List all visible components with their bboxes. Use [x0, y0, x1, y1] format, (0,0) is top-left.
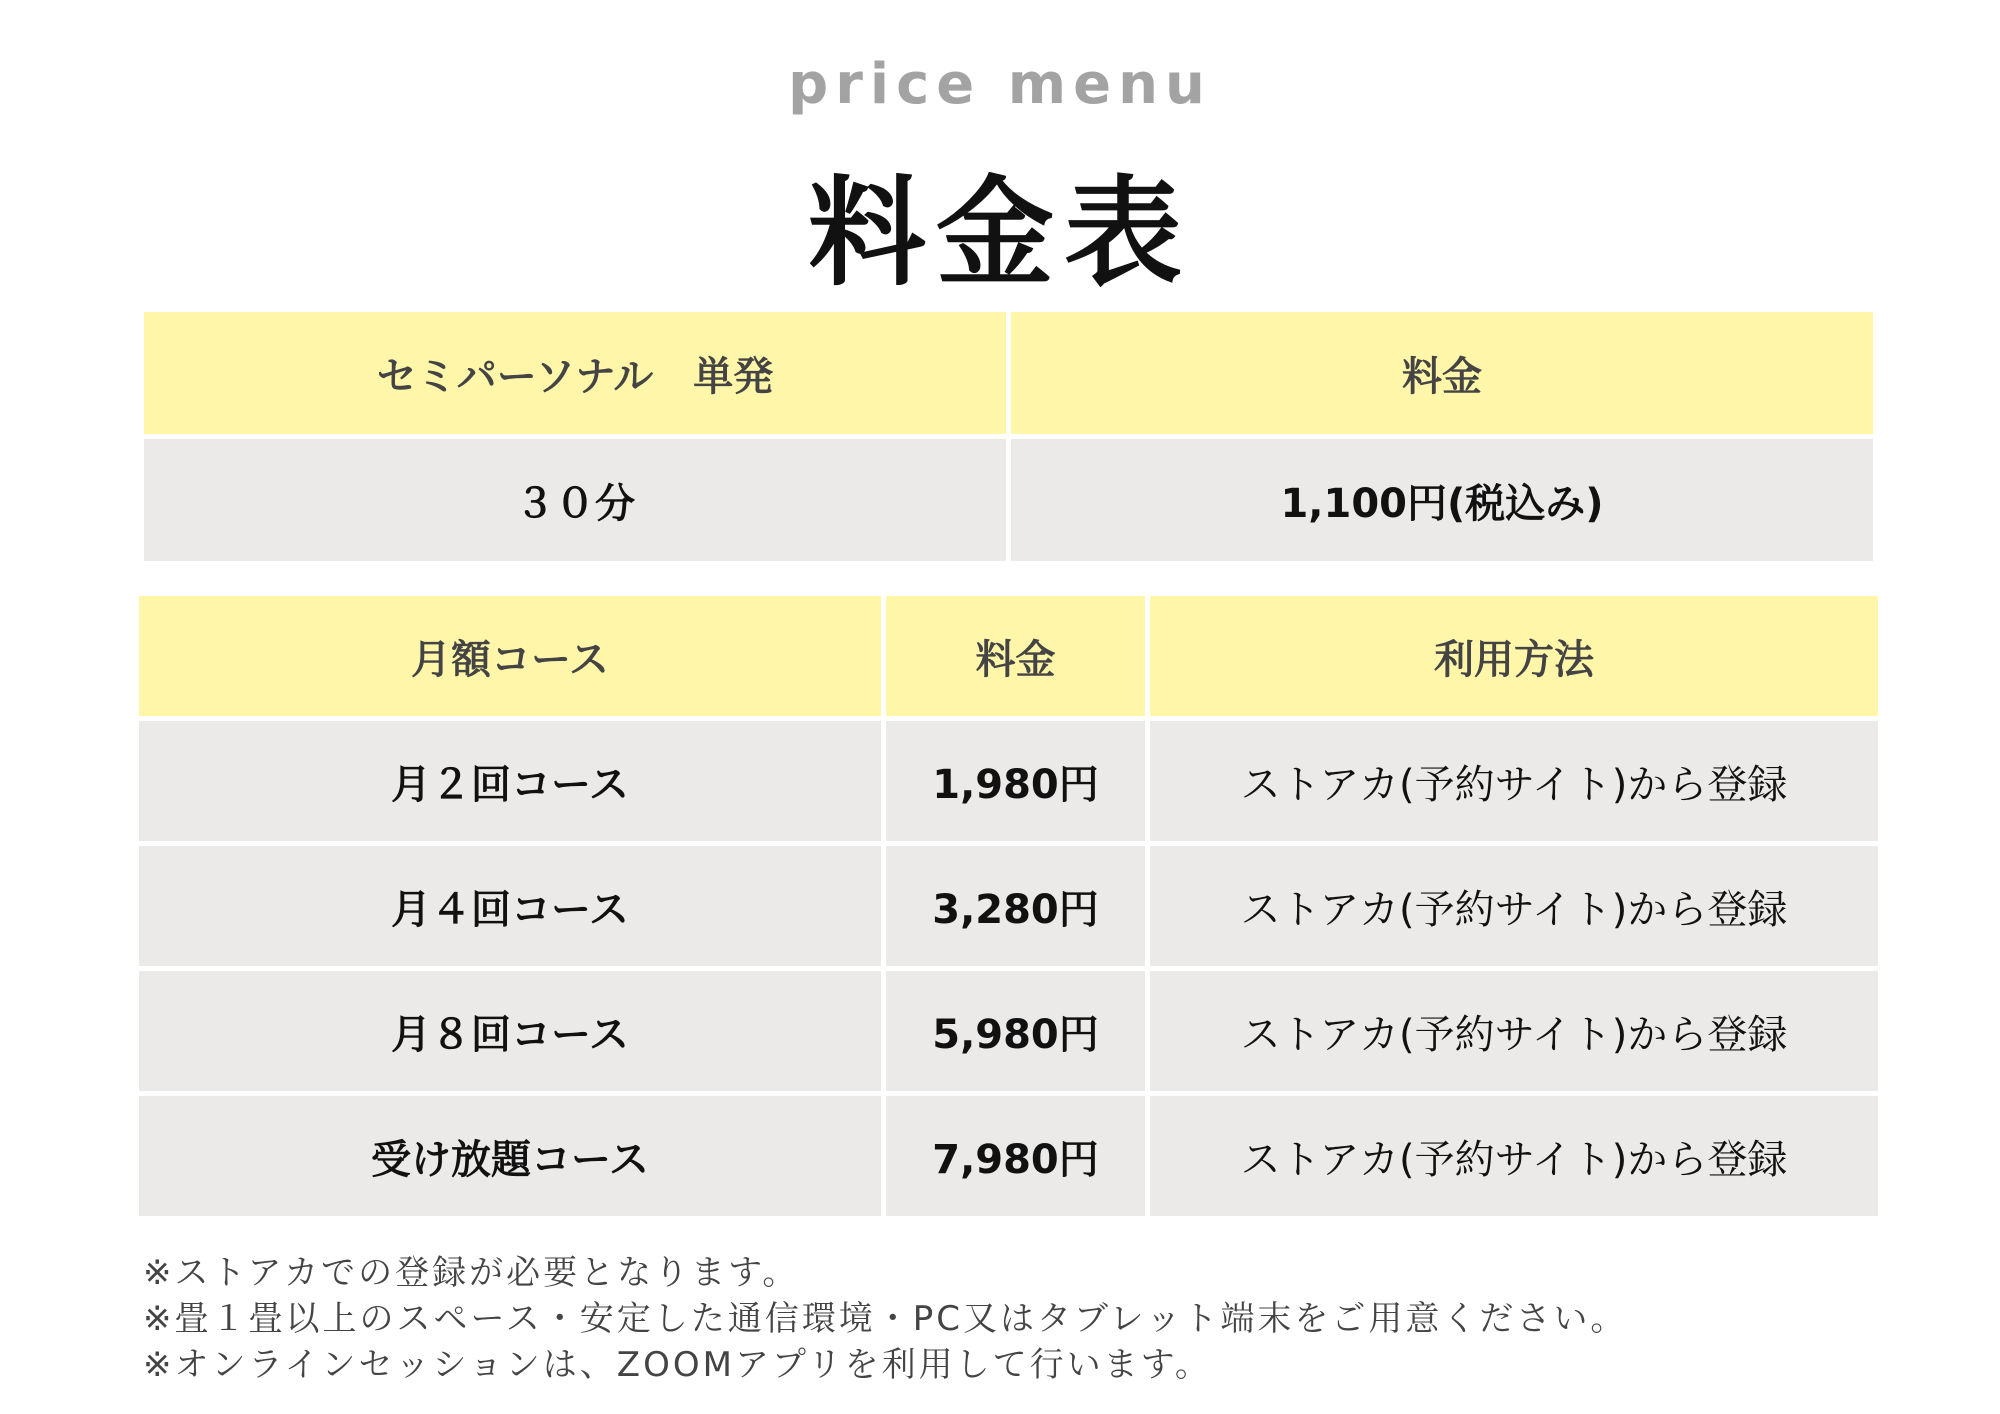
course-method-cell: ストアカ(予約サイト)から登録 [1148, 844, 1881, 969]
table-row [142, 437, 1876, 564]
column-header-usage-method: 利用方法 [1148, 594, 1881, 719]
column-header-single-session: セミパーソナル 単発 [142, 310, 1009, 437]
table-header-row [137, 594, 1881, 719]
table-row [137, 844, 1881, 969]
course-method-cell: ストアカ(予約サイト)から登録 [1148, 969, 1881, 1094]
table-header-row [142, 310, 1876, 437]
note-line: ※オンラインセッションは、ZOOMアプリを利用して行います。 [143, 1345, 1212, 1385]
course-method-cell: ストアカ(予約サイト)から登録 [1148, 1094, 1881, 1219]
page-title: 料金表 [807, 164, 1192, 302]
single-session-price-table [139, 307, 1878, 566]
note-line: ※畳１畳以上のスペース・安定した通信環境・PC又はタブレット端末をご用意ください。 [143, 1299, 1628, 1339]
course-name-cell: 受け放題コース [137, 1094, 884, 1219]
column-header-price: 料金 [884, 594, 1148, 719]
page-subtitle: price menu [788, 52, 1212, 117]
course-name-cell: 月８回コース [137, 969, 884, 1094]
price-cell: 1,100円(税込み) [1009, 437, 1876, 564]
table-row [137, 719, 1881, 844]
note-line: ※ストアカでの登録が必要となります。 [143, 1253, 800, 1293]
course-price-cell: 1,980円 [884, 719, 1148, 844]
duration-cell: ３０分 [142, 437, 1009, 564]
course-price-cell: 5,980円 [884, 969, 1148, 1094]
course-method-cell: ストアカ(予約サイト)から登録 [1148, 719, 1881, 844]
notes [143, 1250, 1627, 1388]
column-header-monthly-course: 月額コース [137, 594, 884, 719]
course-name-cell: 月２回コース [137, 719, 884, 844]
table-row [137, 969, 1881, 1094]
table-row [137, 1094, 1881, 1219]
column-header-price: 料金 [1009, 310, 1876, 437]
monthly-course-table [134, 591, 1883, 1221]
course-price-cell: 7,980円 [884, 1094, 1148, 1219]
course-price-cell: 3,280円 [884, 844, 1148, 969]
course-name-cell: 月４回コース [137, 844, 884, 969]
